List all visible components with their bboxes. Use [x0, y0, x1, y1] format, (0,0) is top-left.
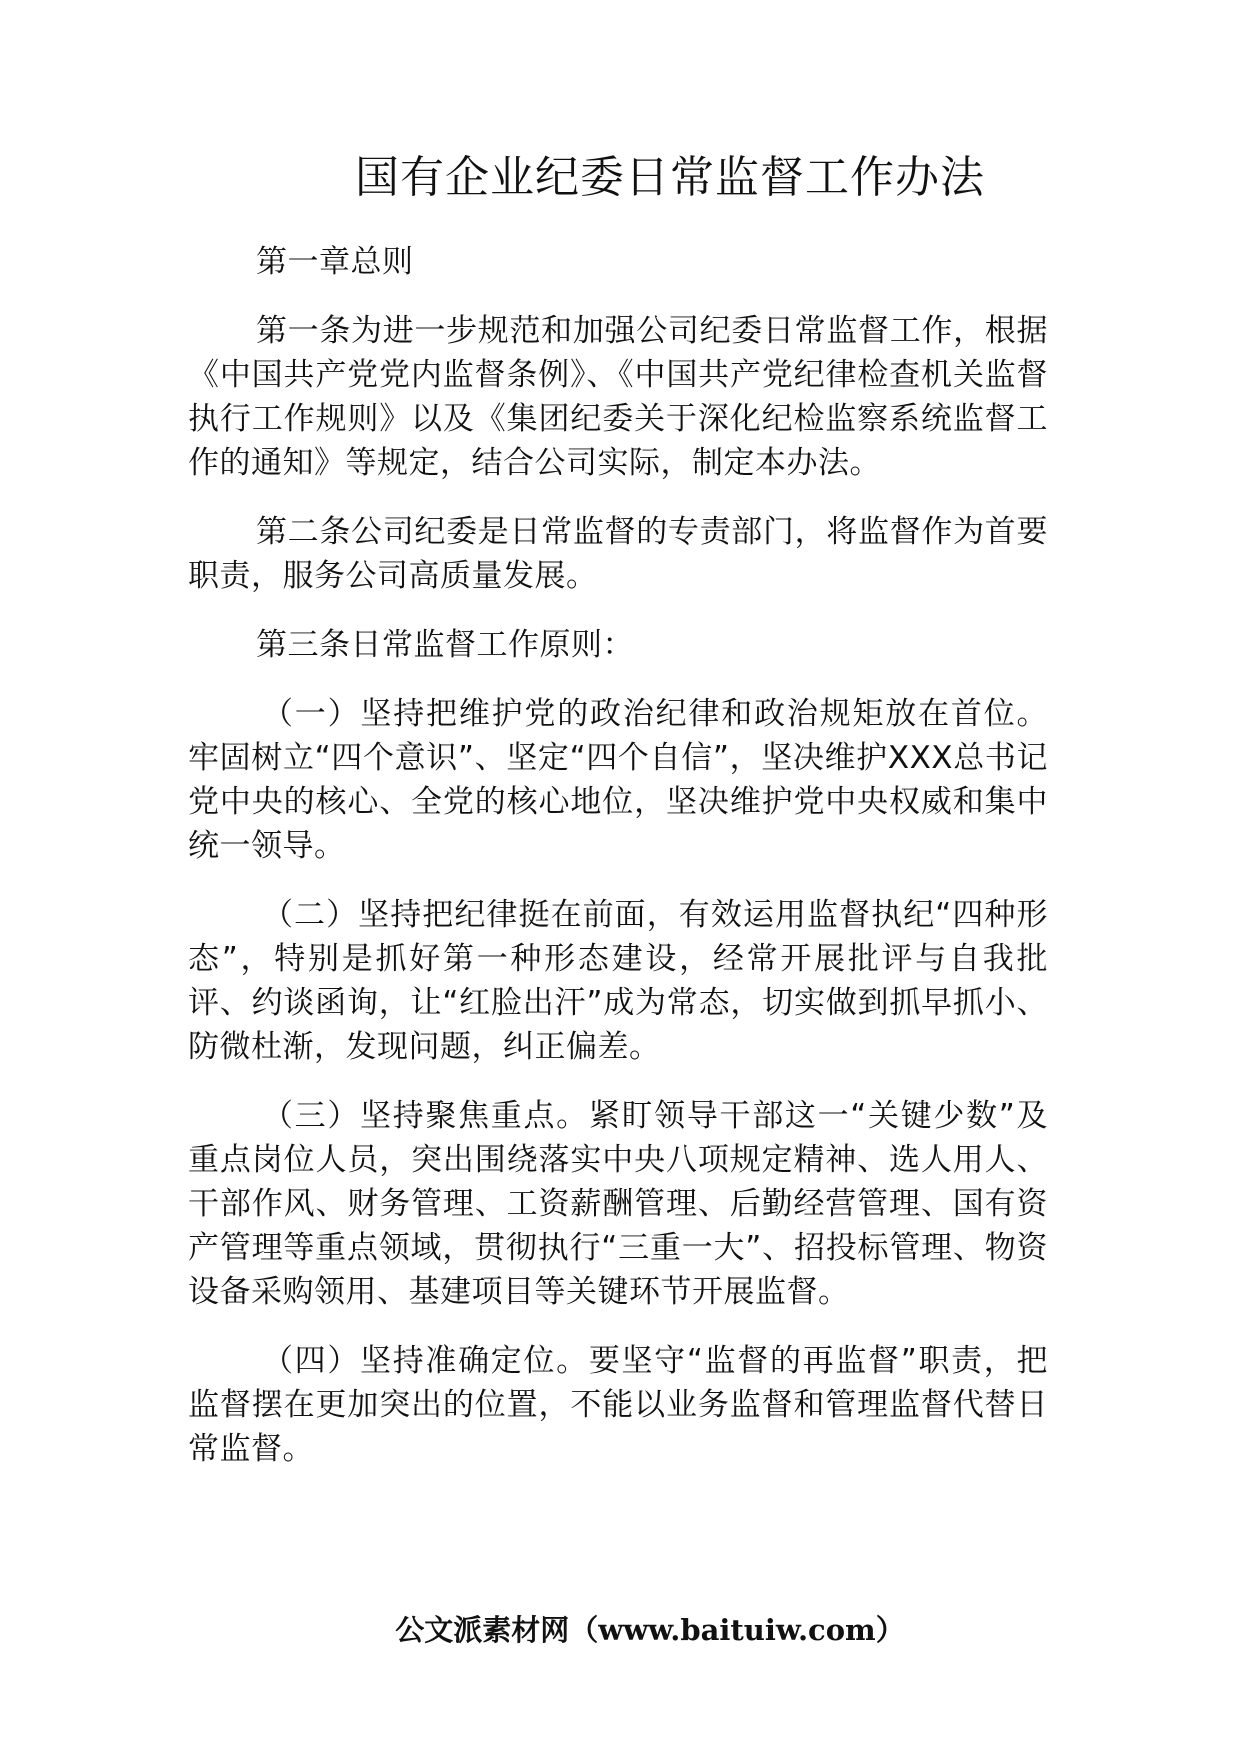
principle-2: （二）坚持把纪律挺在前面，有效运用监督执纪“四种形态”，特别是抓好第一种形态建设，经常开展批评与自我批评、约谈函询，让“红脸出汗”成为常态，切实做到抓早抓小、防微杜渐，发现问题，纠正偏差。 — [188, 897, 1048, 1065]
chapter-heading: 第一章总则 — [256, 244, 414, 280]
document-body — [188, 240, 1048, 1496]
article-3: 第三条日常监督工作原则： — [256, 627, 634, 663]
article-2: 第二条公司纪委是日常监督的专责部门，将监督作为首要职责，服务公司高质量发展。 — [188, 514, 1048, 594]
principle-3: （三）坚持聚焦重点。紧盯领导干部这一“关键少数”及重点岗位人员，突出围绕落实中央八项规定精神、选人用人、干部作风、财务管理、工资薪酬管理、后勤经营管理、国有资产管理等重点领域，贯彻执行“三重一大”、招投标管理、物资设备采购领用、基建项目等关键环节开展监督。 — [188, 1098, 1048, 1310]
principle-1: （一）坚持把维护党的政治纪律和政治规矩放在首位。牢固树立“四个意识”、坚定“四个自信”，坚决维护XXX总书记党中央的核心、全党的核心地位，坚决维护党中央权威和集中统一领导。 — [188, 696, 1048, 864]
document-title: 国有企业纪委日常监督工作办法 — [355, 152, 985, 203]
article-1: 第一条为进一步规范和加强公司纪委日常监督工作，根据《中国共产党党内监督条例》、《中国共产党纪律检查机关监督执行工作规则》以及《集团纪委关于深化纪检监察系统监督工作的通知》等规定，结合公司实际，制定本办法。 — [188, 313, 1048, 481]
source-watermark: 公文派素材网（www.baituiw.com） — [395, 1613, 905, 1647]
principle-4: （四）坚持准确定位。要坚守“监督的再监督”职责，把监督摆在更加突出的位置，不能以业务监督和管理监督代替日常监督。 — [188, 1343, 1048, 1467]
